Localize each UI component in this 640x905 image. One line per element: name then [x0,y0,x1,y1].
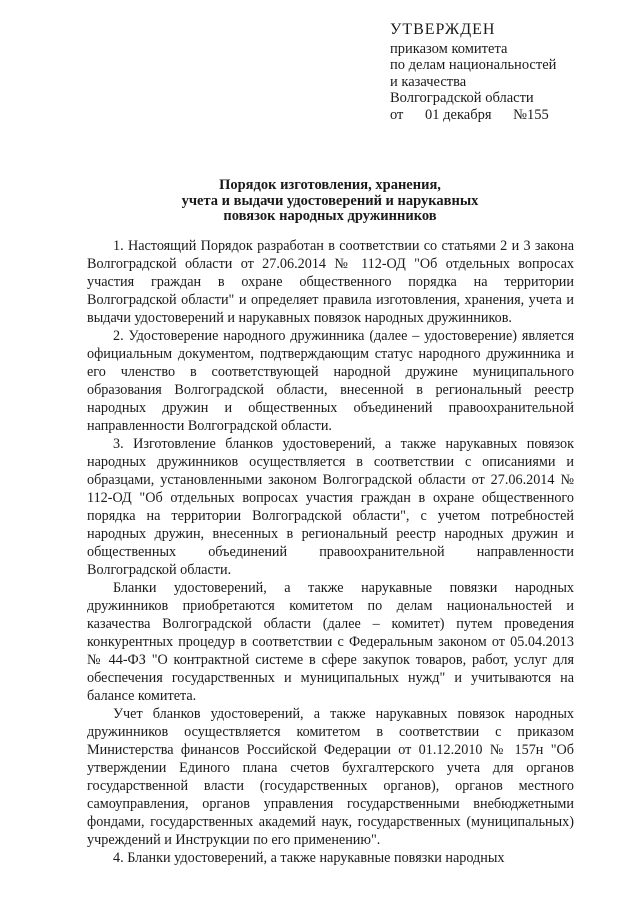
document-body [87,237,574,867]
approval-line: приказом комитета [390,40,508,57]
approval-order-number: №155 [513,106,549,123]
approval-line: по делам национальностей [390,57,557,73]
paragraph-4-start: 4. Бланки удостоверений, а также нарукавные повязки народных [113,850,505,866]
title-line: учета и выдачи удостоверений и нарукавных [181,192,479,209]
approval-heading: УТВЕРЖДЕН [390,21,496,38]
approval-date-prefix: от [390,106,404,123]
title-line: Порядок изготовления, хранения, [219,177,441,193]
approval-line: и казачества [390,73,467,90]
paragraph-1: 1. Настоящий Порядок разработан в соответствии со статьями 2 и 3 закона Волгоградской области от 27.06.2014 № 112-ОД "Об отдельных вопросах участия граждан в охране общественного порядка на территории Волгоградской области" и определяет правила изготовления, хранения, учета и выдачи удостоверений и нарукавных повязок народных дружинников. [87,238,574,326]
paragraph-3: 3. Изготовление бланков удостоверений, а также нарукавных повязок народных дружинников осуществляется в соответствии с описаниями и образцами, установленными законом Волгоградской области от 27.06.2014 № 112-ОД "Об отдельных вопросах участия граждан в охране общественного порядка на территории Волгоградской области", с учетом потребностей народных дружин, внесенных в региональный реестр народных дружин и общественных объединений правоохранительной направленности Волгоградской области. [87,436,574,578]
document-title [90,178,570,225]
approval-date-number [390,107,556,124]
approval-date: 01 декабря [425,106,492,123]
paragraph-2: 2. Удостоверение народного дружинника (далее – удостоверение) является официальным документом, подтверждающим статус народного дружинника и его членство в соответствующей народной дружине муниципального образования Волгоградской области, внесенной в региональный реестр народных дружин и общественных объединений правоохранительной направленности Волгоградской области. [87,328,574,434]
title-line: повязок народных дружинников [223,208,437,224]
paragraph-blanks-purchase: Бланки удостоверений, а также нарукавные повязки народных дружинников приобретаются комитетом по делам национальностей и казачества Волгоградской области (далее – комитет) путем проведения конкурентных процедур в соответствии с Федеральным законом от 05.04.2013 № 44-ФЗ "О контрактной системе в сфере закупок товаров, работ, услуг для обеспечения государственных и муниципальных нужд" и учитываются на балансе комитета. [87,580,574,704]
approval-line: Волгоградской области [390,90,534,106]
approval-stamp-block [390,22,556,123]
paragraph-accounting: Учет бланков удостоверений, а также нарукавных повязок народных дружинников осуществляется комитетом в соответствии с приказом Министерства финансов Российской Федерации от 01.12.2010 № 157н "Об утверждении Единого плана счетов бухгалтерского учета для органов государственной власти (государственных органов), органов местного самоуправления, органов управления государственными внебюджетными фондами, государственных академий наук, государственных (муниципальных) учреждений и Инструкции по его применению". [87,706,574,848]
